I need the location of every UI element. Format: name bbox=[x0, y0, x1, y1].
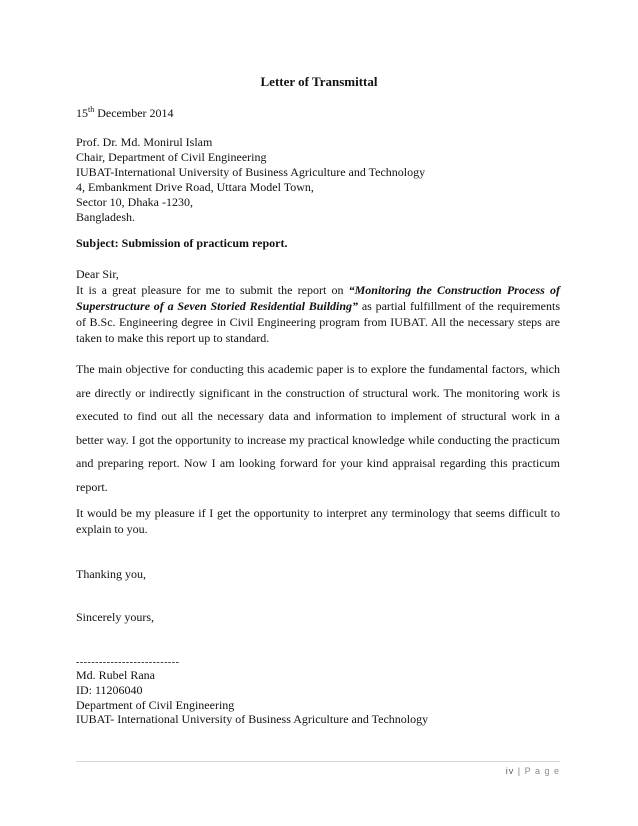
recipient-title: Chair, Department of Civil Engineering bbox=[76, 150, 267, 164]
signatory-university: IUBAT- International University of Business Agriculture and Technology bbox=[76, 712, 429, 726]
body-paragraph-1 bbox=[76, 282, 560, 346]
letter-title: Letter of Transmittal bbox=[260, 74, 378, 89]
letter-subject: Subject: Submission of practicum report. bbox=[76, 236, 288, 250]
signature-line: --------------------------- bbox=[76, 657, 180, 668]
salutation: Dear Sir, bbox=[76, 267, 119, 281]
page-footer bbox=[506, 766, 560, 776]
recipient-name: Prof. Dr. Md. Monirul Islam bbox=[76, 135, 213, 149]
p1-before: It is a great pleasure for me to submit the report on bbox=[76, 283, 349, 297]
signatory-name: Md. Rubel Rana bbox=[76, 668, 155, 682]
body-paragraph-3: It would be my pleasure if I get the opportunity to interpret any terminology that seems difficult to explain to you. bbox=[76, 506, 560, 536]
recipient-country: Bangladesh. bbox=[76, 210, 135, 224]
letter-date bbox=[76, 102, 174, 121]
closing-sincerely: Sincerely yours, bbox=[76, 610, 154, 624]
recipient-address-2: Sector 10, Dhaka -1230, bbox=[76, 195, 193, 209]
signatory-id: ID: 11206040 bbox=[76, 683, 143, 697]
footer-separator: | bbox=[517, 766, 522, 776]
p1-after: as partial fulfillment of the requirements of B.Sc. Engineering degree in Civil Engineering program from IUBAT. All the necessary steps are taken to make this report up to standard. bbox=[76, 299, 560, 345]
page-number: iv bbox=[505, 766, 515, 776]
date-rest: December 2014 bbox=[94, 106, 174, 120]
footer-divider bbox=[76, 761, 560, 762]
date-suffix: th bbox=[88, 105, 95, 114]
closing-thanks: Thanking you, bbox=[76, 567, 146, 581]
recipient-address-1: 4, Embankment Drive Road, Uttara Model Town, bbox=[76, 180, 314, 194]
recipient-university: IUBAT-International University of Business Agriculture and Technology bbox=[76, 165, 426, 179]
body-paragraph-2: The main objective for conducting this academic paper is to explore the fundamental factors, which are directly or indirectly significant in the construction of structural work. The monitoring work is executed to find out all the necessary data and information to implement of structural work in a better way. I got the opportunity to increase my practical knowledge while conducting the practicum and preparing report. Now I am looking forward for your kind appraisal regarding this practicum report. bbox=[76, 362, 560, 494]
page-label: P a g e bbox=[524, 766, 560, 776]
date-day: 15 bbox=[76, 106, 88, 120]
report-title: “Monitoring the Construction Process of Superstructure of a Seven Storied Residential Building” bbox=[76, 283, 560, 313]
signatory-department: Department of Civil Engineering bbox=[76, 698, 235, 712]
